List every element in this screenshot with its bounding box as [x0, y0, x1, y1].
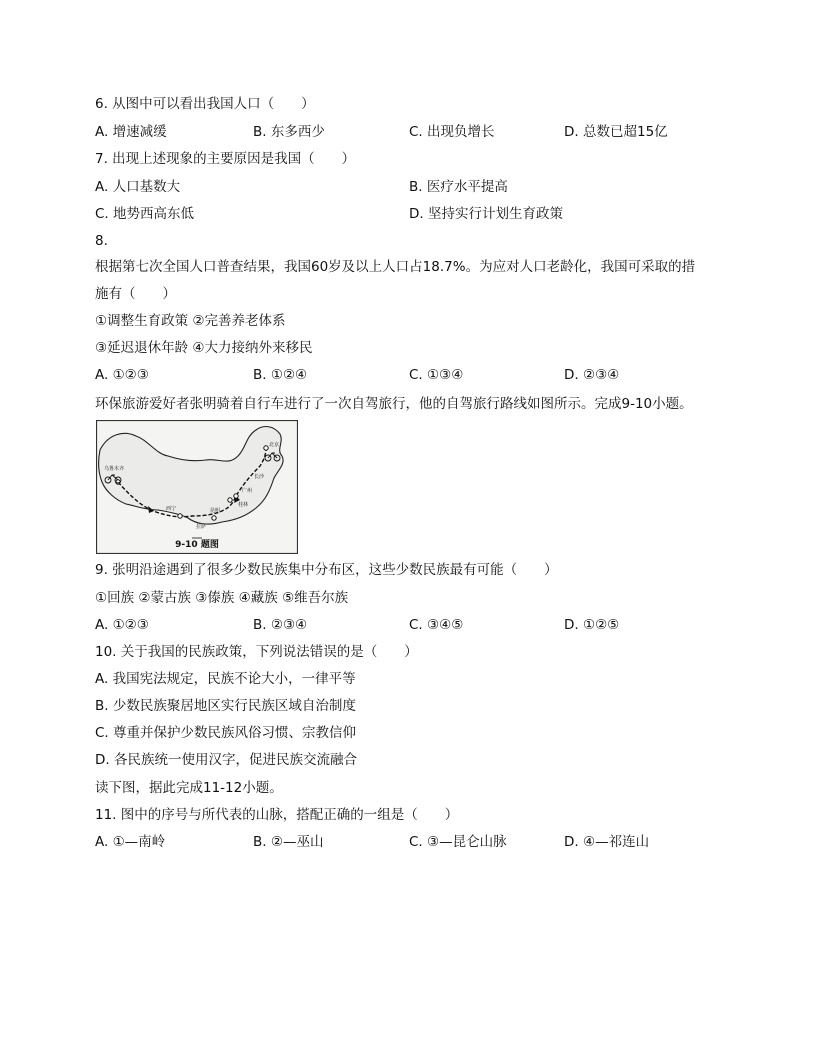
city-marker	[228, 498, 232, 502]
q7-option-b: B. 医疗水平提高	[409, 179, 508, 195]
q8-number: 8.	[95, 233, 108, 249]
q9-option-d: D. ①②⑤	[564, 617, 620, 633]
q6-option-d: D. 总数已超15亿	[564, 124, 668, 140]
q9-choices: ①回族 ②蒙古族 ③傣族 ④藏族 ⑤维吾尔族	[95, 590, 349, 606]
q11-stem: 11. 图中的序号与所代表的山脉，搭配正确的一组是（ ）	[95, 807, 459, 823]
q8-choice-line1: ①调整生育政策 ②完善养老体系	[95, 313, 286, 329]
q6-option-c: C. 出现负增长	[409, 124, 495, 140]
q8-choice-line2: ③延迟退休年龄 ④大力接纳外来移民	[95, 340, 313, 356]
q8-stem-line1: 根据第七次全国人口普查结果，我国60岁及以上人口占18.7%。为应对人口老龄化，我国可采取的措	[95, 259, 696, 275]
q6-option-b: B. 东多西少	[253, 124, 325, 140]
city-marker	[116, 480, 120, 484]
q7-stem: 7. 出现上述现象的主要原因是我国（ ）	[95, 151, 356, 167]
intro-9-10: 环保旅游爱好者张明骑着自行车进行了一次自驾旅行，他的自驾旅行路线如图所示。完成9-10小题。	[95, 396, 693, 412]
label-changsha: 长沙	[254, 474, 265, 480]
q10-option-c: C. 尊重并保护少数民族风俗习惯、宗教信仰	[95, 725, 357, 741]
city-marker	[234, 494, 238, 498]
city-marker	[212, 516, 216, 520]
q9-option-b: B. ②③④	[253, 617, 308, 633]
label-guangzhou: 广州	[242, 488, 253, 494]
q11-option-c: C. ③—昆仑山脉	[409, 834, 507, 850]
label-urumqi: 乌鲁木齐	[104, 466, 125, 472]
q8-option-a: A. ①②③	[95, 367, 149, 383]
q7-option-d: D. 坚持实行计划生育政策	[409, 206, 563, 222]
label-guilin: 桂林	[238, 502, 249, 508]
q7-option-a: A. 人口基数大	[95, 179, 181, 195]
intro-11-12: 读下图，据此完成11-12小题。	[95, 780, 283, 796]
label-kunming: 昆明	[210, 508, 221, 514]
route-map-figure	[96, 420, 298, 554]
q6-option-a: A. 增速减缓	[95, 124, 167, 140]
q8-option-d: D. ②③④	[564, 367, 620, 383]
q9-option-c: C. ③④⑤	[409, 617, 464, 633]
q10-option-d: D. 各民族统一使用汉字，促进民族交流融合	[95, 752, 357, 768]
label-xining: 西宁	[166, 506, 177, 512]
route-map-svg	[96, 420, 298, 554]
q7-option-c: C. 地势西高东低	[95, 206, 195, 222]
label-beijing: 北京	[269, 442, 280, 448]
q10-option-a: A. 我国宪法规定，民族不论大小，一律平等	[95, 671, 356, 687]
q8-stem-line2: 施有（ ）	[95, 286, 176, 302]
q8-option-c: C. ①③④	[409, 367, 464, 383]
q6-stem: 6. 从图中可以看出我国人口（ ）	[95, 96, 315, 112]
q8-option-b: B. ①②④	[253, 367, 308, 383]
q10-stem: 10. 关于我国的民族政策，下列说法错误的是（ ）	[95, 644, 418, 660]
q11-option-b: B. ②—巫山	[253, 834, 324, 850]
q9-stem: 9. 张明沿途遇到了很多少数民族集中分布区，这些少数民族最有可能（ ）	[95, 562, 558, 578]
q10-option-b: B. 少数民族聚居地区实行民族区域自治制度	[95, 698, 356, 714]
q11-option-d: D. ④—祁连山	[564, 834, 650, 850]
q9-option-a: A. ①②③	[95, 617, 149, 633]
city-marker	[264, 446, 268, 450]
q11-option-a: A. ①—南岭	[95, 834, 166, 850]
figure-caption: 9-10 题图	[175, 540, 219, 550]
label-lhasa: 拉萨	[196, 524, 207, 530]
city-marker	[178, 514, 182, 518]
